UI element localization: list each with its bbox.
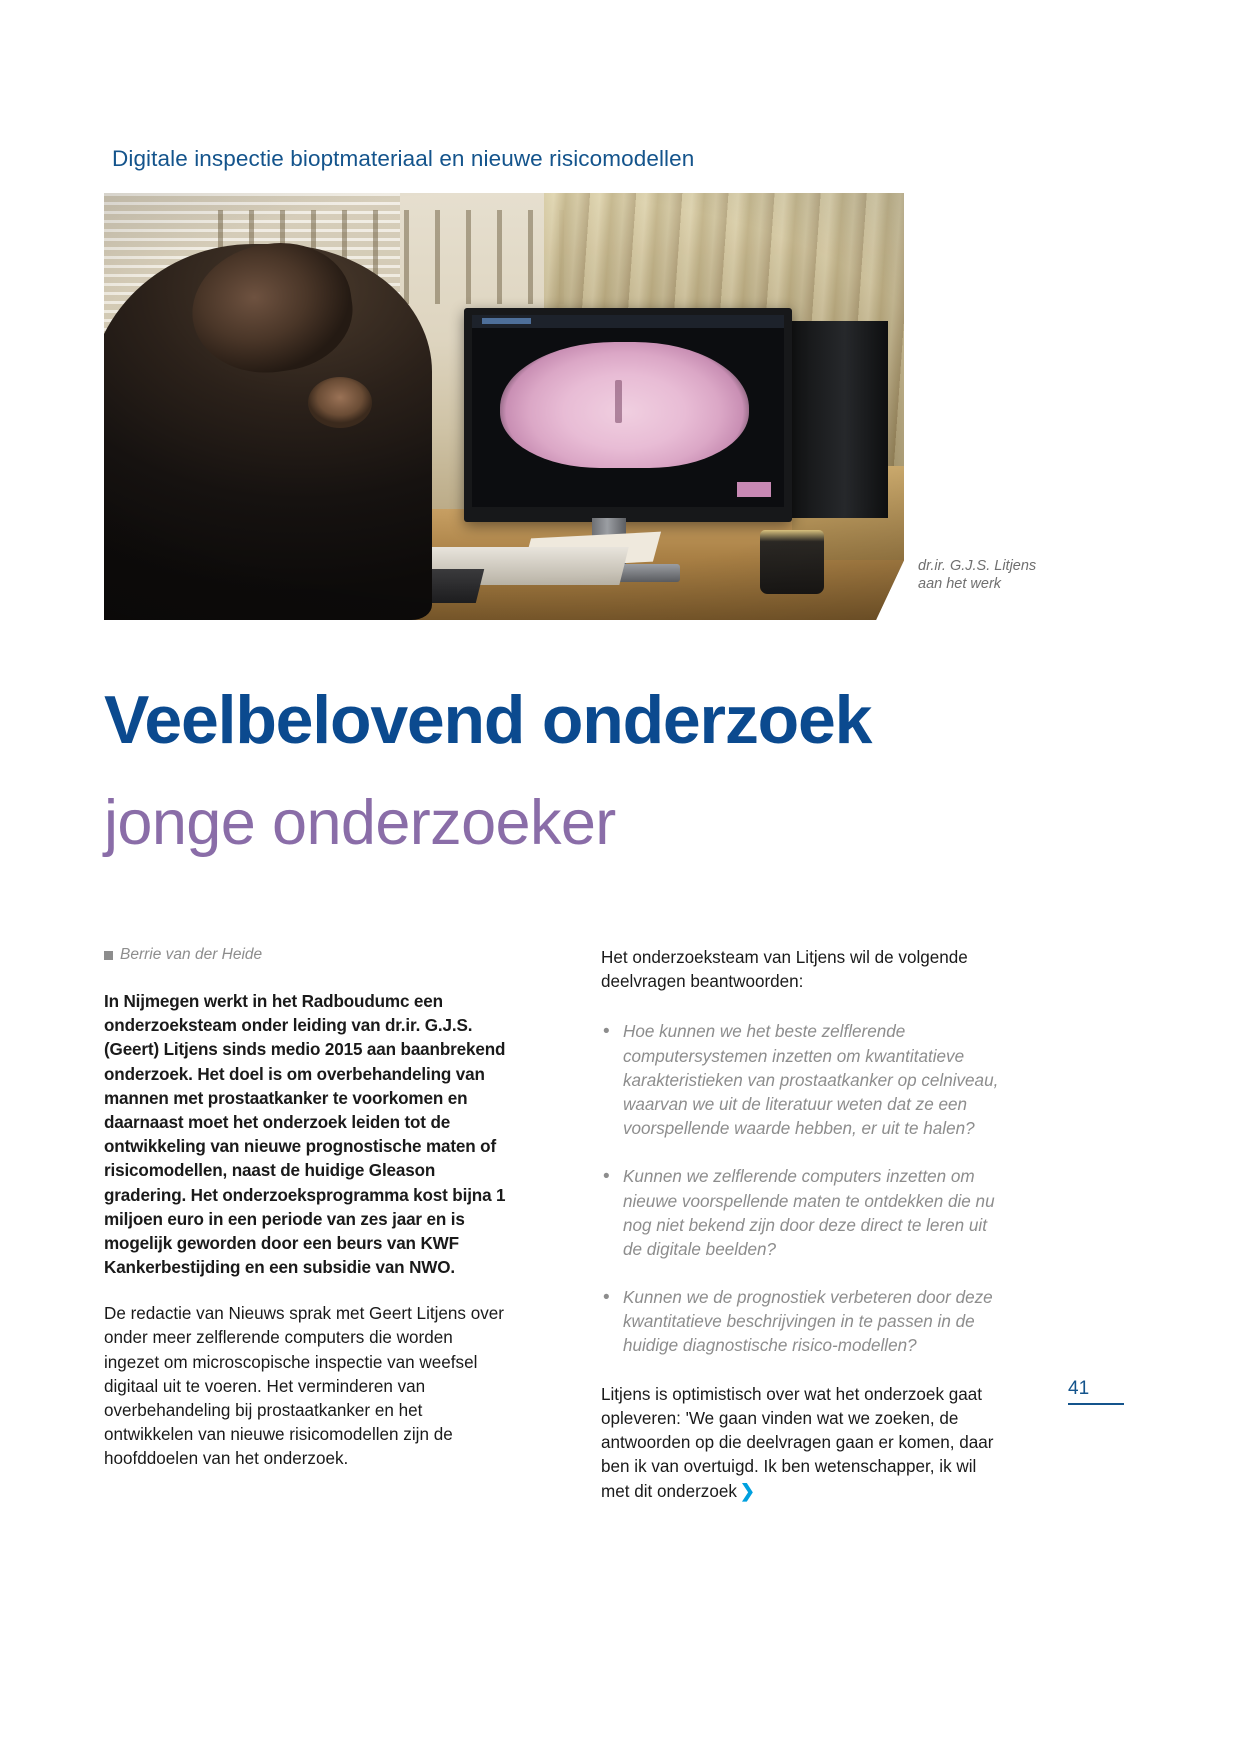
research-questions-list [601,1020,1005,1358]
list-item: • Kunnen we de prognostiek verbeteren door deze kwantitatieve beschrijvingen in te passen in de huidige diagnostische risico-modellen? [601,1286,1005,1359]
right-column [601,946,1005,1527]
photo-caption [918,558,1108,594]
article-kicker: Digitale inspectie bioptmateriaal en nieuwe risicomodellen [112,146,695,171]
continue-chevron-icon: ❯ [739,1481,755,1502]
photo-vignette [104,193,904,620]
page-subtitle: jonge onderzoeker [104,788,616,859]
byline-square-icon [104,951,113,960]
photo-caption-line-1: dr.ir. G.J.S. Litjens [918,558,1037,574]
byline-author: Berrie van der Heide [120,946,263,963]
list-item: • Kunnen we zelflerende computers inzetten om nieuwe voorspellende maten te ontdekken die nu nog niet bekend zijn door deze direct te leren uit de digitale beelden? [601,1165,1005,1262]
closing-paragraph [601,1383,1005,1505]
folio-rule [1068,1403,1124,1405]
list-item: • Hoe kunnen we het beste zelflerende computersystemen inzetten om kwantitatieve karakteristieken van prostaatkanker op celniveau, waarvan we uit de literatuur weten dat ze een voorspellende waarde hebben, er uit te halen? [601,1020,1005,1141]
article-photo [104,193,904,620]
page-number: 41 [1068,1378,1090,1399]
photo-caption-line-2: aan het werk [918,575,1002,592]
lead-paragraph: In Nijmegen werkt in het Radboudumc een onderzoeksteam onder leiding van dr.ir. G.J.S. (Geert) Litjens sinds medio 2015 aan baanbrekend onderzoek. Het doel is om overbehandeling van mannen met prostaatkanker te voorkomen en daarnaast moet het onderzoek leiden tot de ontwikkeling van nieuwe prognostische maten of risicomodellen, naast de huidige Gleason gradering. Het onderzoeksprogramma kost bijna 1 miljoen euro in een periode van zes jaar en is mogelijk geworden door een beurs van KWF Kankerbestijding en een subsidie van NWO. [104,992,506,1278]
right-intro-paragraph: Het onderzoeksteam van Litjens wil de volgende deelvragen beantwoorden: [601,948,968,992]
left-paragraph-2: De redactie van Nieuws sprak met Geert Litjens over onder meer zelflerende computers die worden ingezet om microscopische inspectie van weefsel digitaal uit te voeren. Het verminderen van overbehandeling bij prostaatkanker en het ontwikkelen van nieuwe risicomodellen zijn de hoofddoelen van het onderzoek. [104,1304,504,1469]
left-column [104,946,508,1494]
closing-paragraph-text: Litjens is optimistisch over wat het onderzoek gaat opleveren: 'We gaan vinden wat we zoeken, de antwoorden op die deelvragen gaan er komen, daar ben ik van overtuigd. Ik ben wetenschapper, ik wil met dit onderzoek [601,1384,994,1502]
byline [104,946,508,964]
photo-frame [104,193,904,620]
folio [1068,1379,1128,1405]
page-title: Veelbelovend onderzoek [104,681,872,758]
